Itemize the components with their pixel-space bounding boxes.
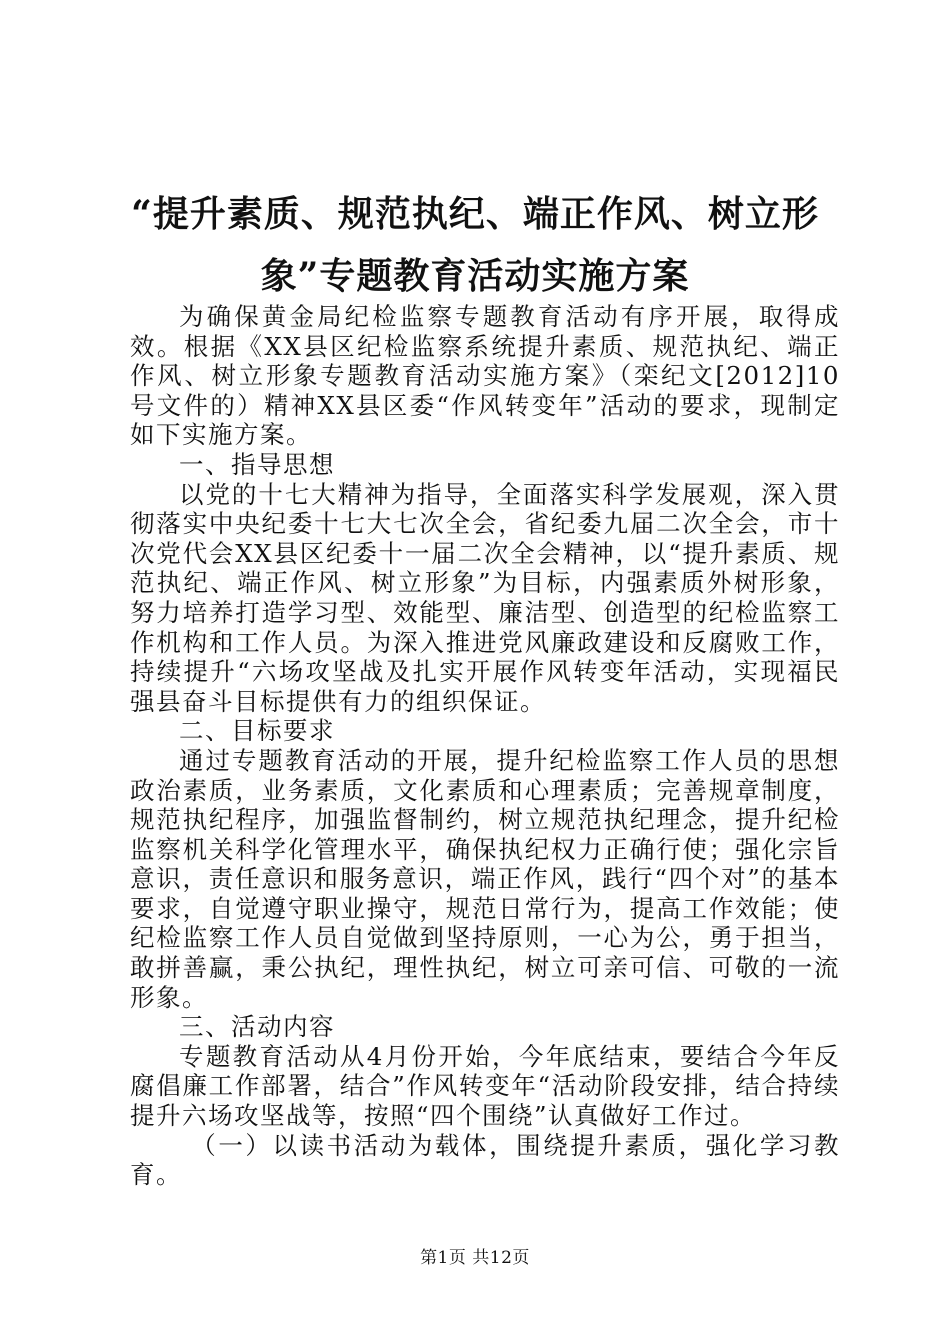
- document-body: [130, 302, 840, 1190]
- page-number-footer: 第1页 共12页: [420, 1248, 530, 1268]
- activities-paragraph: 专题教育活动从4月份开始，今年底结束，要结合今年反腐倡廉工作部署，结合”作风转变年“活动阶段安排，结合持续提升六场攻坚战等，按照“四个围绕”认真做好工作过。: [130, 1041, 840, 1131]
- objectives-paragraph: 通过专题教育活动的开展，提升纪检监察工作人员的思想政治素质，业务素质，文化素质和心理素质；完善规章制度，规范执纪程序，加强监督制约，树立规范执纪理念，提升纪检监察机关科学化管理水平，确保执纪权力正确行使；强化宗旨意识，责任意识和服务意识，端正作风，践行“四个对”的基本要求，自觉遵守职业操守，规范日常行为，提高工作效能；使纪检监察工作人员自觉做到坚持原则，一心为公，勇于担当，敢拼善赢，秉公执纪，理性执纪，树立可亲可信、可敬的一流形象。: [130, 745, 840, 1012]
- title-line-1: “提升素质、规范执纪、端正作风、树立形: [131, 193, 819, 235]
- section-heading-activities: 三、活动内容: [179, 1012, 335, 1042]
- subsection-heading-reading: （一）以读书活动为载体，围绕提升素质，强化学习教育。: [130, 1130, 840, 1190]
- title-line-2: 象”专题教育活动实施方案: [260, 255, 690, 297]
- section-heading-guiding-thought: 一、指导思想: [179, 449, 335, 479]
- intro-paragraph: 为确保黄金局纪检监察专题教育活动有序开展，取得成效。根据《XX县区纪检监察系统提升素质、规范执纪、端正作风、树立形象专题教育活动实施方案》（栾纪文[2012]10号文件的）精神XX县区委“作风转变年”活动的要求，现制定如下实施方案。: [130, 302, 840, 450]
- guiding-thought-paragraph: 以党的十七大精神为指导，全面落实科学发展观，深入贯彻落实中央纪委十七大七次全会，省纪委九届二次全会，市十次党代会XX县区纪委十一届二次全会精神，以“提升素质、规范执纪、端正作风、树立形象”为目标，内强素质外树形象，努力培养打造学习型、效能型、廉洁型、创造型的纪检监察工作机构和工作人员。为深入推进党风廉政建设和反腐败工作，持续提升“六场攻坚战及扎实开展作风转变年活动，实现福民强县奋斗目标提供有力的组织保证。: [130, 479, 840, 716]
- document-title: [120, 183, 830, 307]
- section-heading-objectives: 二、目标要求: [179, 716, 335, 746]
